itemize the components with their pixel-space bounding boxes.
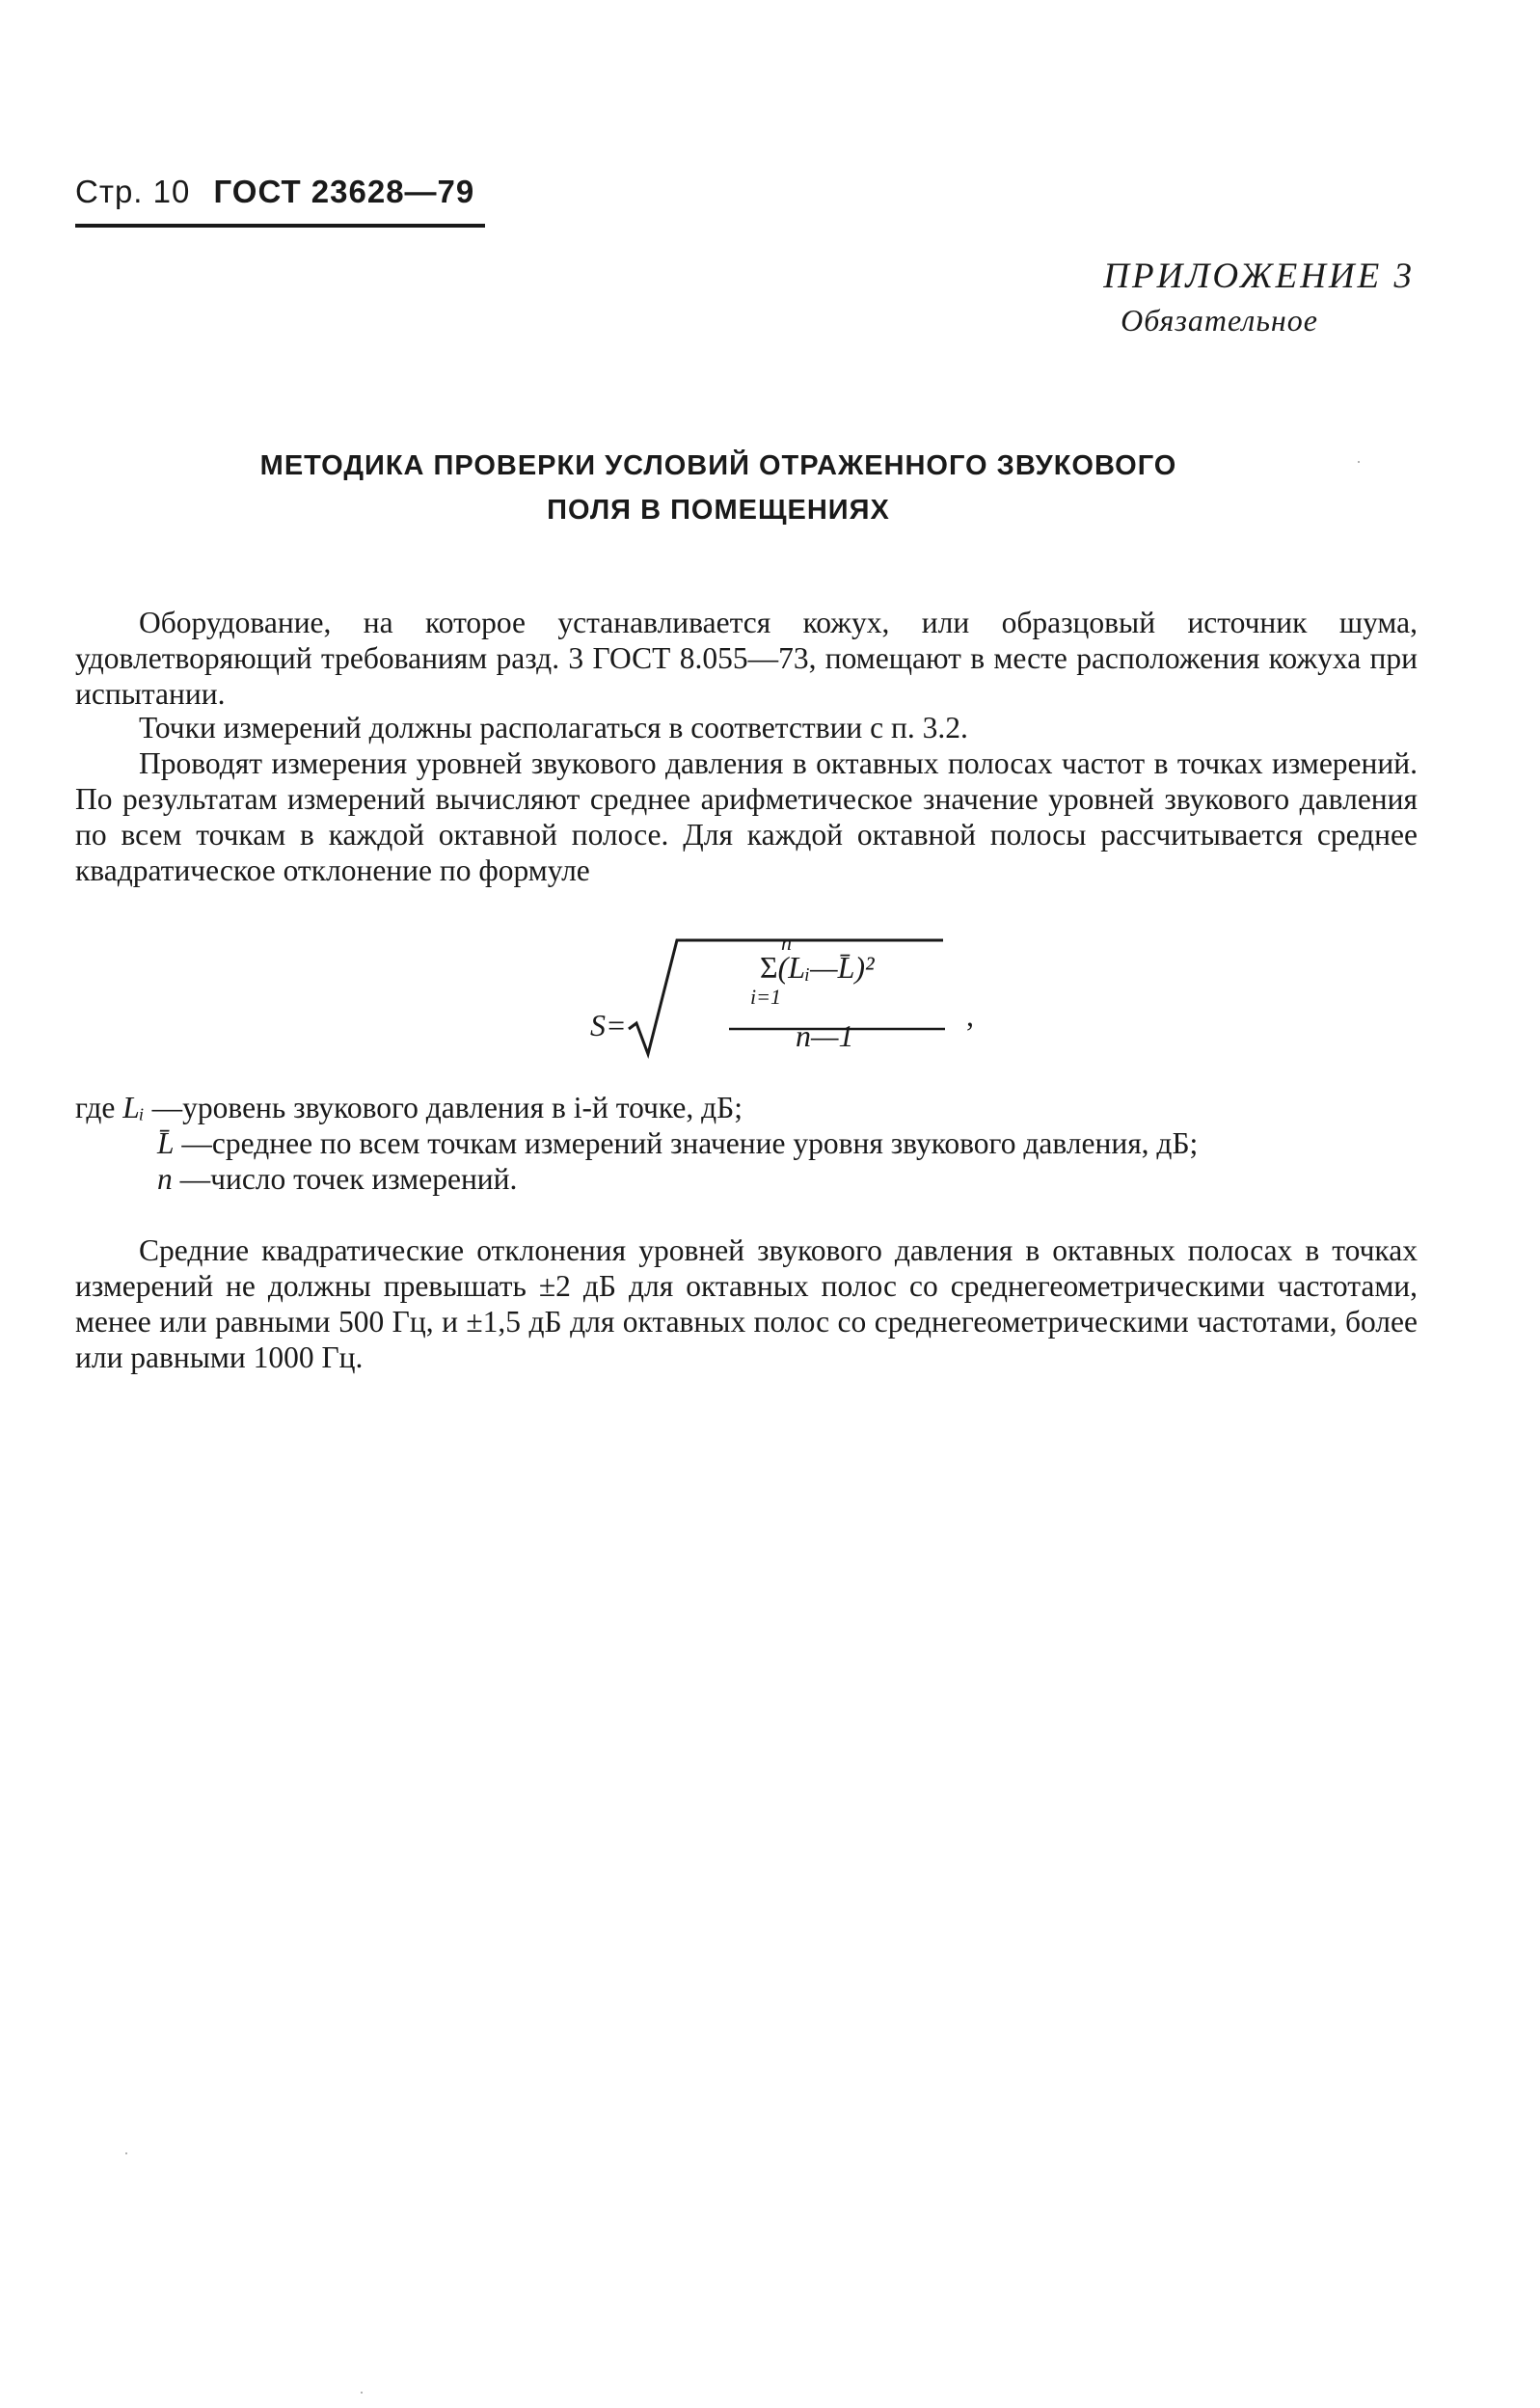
sum-upper-limit: n [781, 931, 792, 955]
definition-row [75, 1090, 1418, 1125]
section-title-line1: МЕТОДИКА ПРОВЕРКИ УСЛОВИЙ ОТРАЖЕННОГО ЗВУКОВОГО [259, 450, 1177, 481]
definition-text: уровень звукового давления в i-й точке, дБ; [182, 1091, 743, 1124]
formula-lhs: S= [590, 1008, 627, 1042]
scan-speck [361, 2392, 363, 2394]
formula-numerator [760, 950, 875, 986]
definition-dash: — [144, 1091, 183, 1124]
scan-speck [1358, 461, 1360, 463]
page-number: Стр. 10 [75, 174, 191, 209]
definition-dash: — [172, 1162, 211, 1196]
section-title [0, 444, 1437, 532]
appendix-heading [1103, 256, 1415, 338]
definition-symbol: n [157, 1162, 173, 1196]
definition-row [75, 1125, 1418, 1161]
definition-text: среднее по всем точкам измерений значение уровня звукового давления, дБ; [211, 1126, 1199, 1160]
scan-speck [125, 2152, 127, 2154]
formula-denominator: n—1 [796, 1018, 854, 1053]
definition-symbol: L̄ [157, 1126, 175, 1160]
sum-symbol: Σ [760, 950, 778, 985]
definition-dash: — [174, 1126, 212, 1160]
paragraph-2: Точки измерений должны располагаться в соответствии с п. 3.2. [139, 711, 968, 744]
section-title-line2: ПОЛЯ В ПОМЕЩЕНИЯХ [547, 495, 890, 526]
definition-row [75, 1161, 1418, 1197]
symbol-definitions [75, 1090, 1418, 1197]
appendix-status: Обязательное [1121, 303, 1318, 338]
page-header [75, 174, 474, 210]
numerator-expression: (Lᵢ—L̄)² [777, 950, 875, 985]
sum-lower-limit: i=1 [750, 985, 781, 1009]
formula-comma: , [966, 998, 974, 1033]
std-deviation-formula [540, 931, 1003, 1061]
definition-prefix: где [75, 1091, 116, 1124]
standard-number: ГОСТ 23628—79 [213, 174, 475, 209]
header-rule [75, 224, 485, 228]
definition-text: число точек измерений. [210, 1162, 518, 1196]
paragraph-3: Проводят измерения уровней звукового давления в октавных полосах частот в точках измерений. По результатам измерений вычисляют среднее арифметическое значение уровней звукового давления по всем точкам в каждой октавной полосе. Для каждой октавной полосы рассчитывается среднее квадратическое отклонение по формуле [75, 746, 1418, 887]
appendix-label: ПРИЛОЖЕНИЕ 3 [1103, 257, 1415, 296]
definition-symbol: Lᵢ [122, 1091, 145, 1124]
paragraph-4: Средние квадратические отклонения уровней звукового давления в октавных полосах в точках измерений не должны превышать ±2 дБ для октавных полос со среднегеометрическими частотами, менее или равными 500 Гц, и ±1,5 дБ для октавных полос со среднегеометрическими частотами, более или равными 1000 Гц. [75, 1233, 1418, 1374]
paragraph-1: Оборудование, на которое устанавливается кожух, или образцовый источник шума, удовлетворяющий требованиям разд. 3 ГОСТ 8.055—73, помещают в месте расположения кожуха при испытании. [75, 606, 1418, 711]
